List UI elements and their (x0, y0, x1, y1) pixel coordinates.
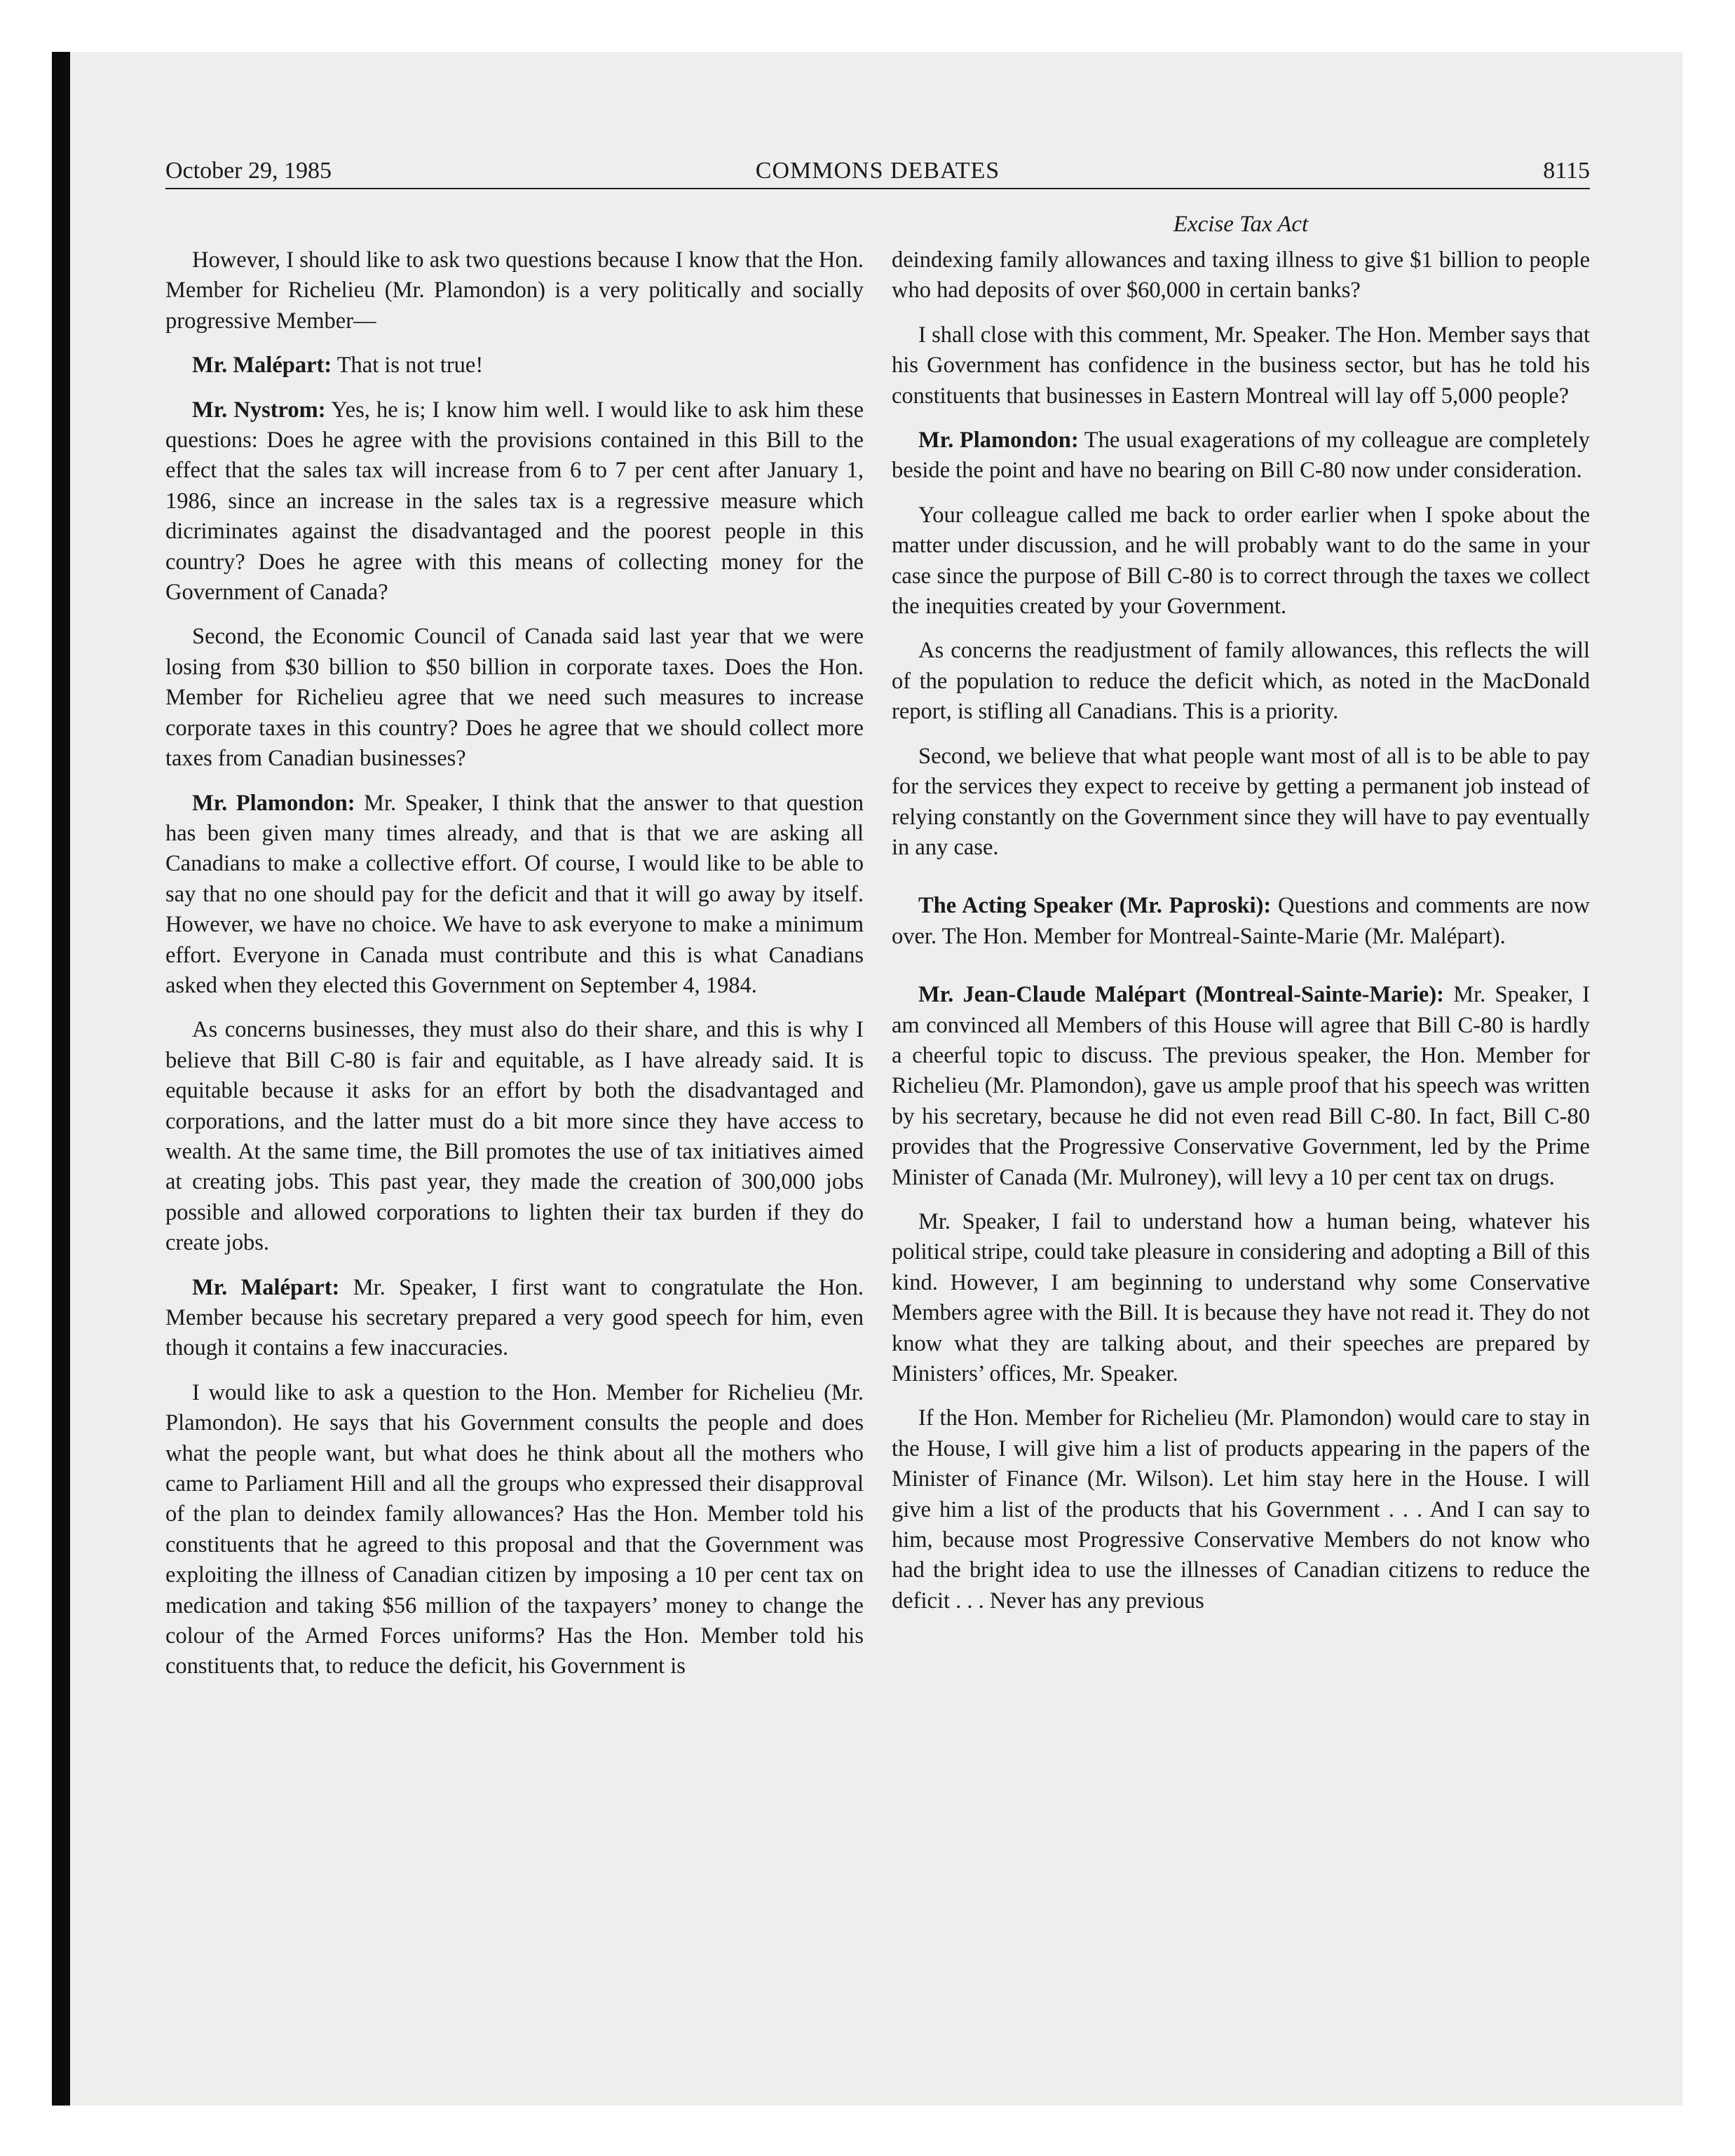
paragraph (892, 636, 1590, 727)
paragraph (892, 245, 1590, 306)
paragraph-text: I would like to ask a question to the Hon. Member for Richelieu (Mr. Plamondon). He says that his Government consults the people and does what the people want, but what does he think about all the mothers who came to Parliament Hill and all the groups who expressed their disapproval of the plan to deindex family allowances? Has the Hon. Member told his constituents that he agreed to this proposal and that the Government was exploiting the illness of Canadian citizen by imposing a 10 per cent tax on medication and taking $56 million of the taxpayers’ money to change the colour of the Armed Forces uniforms? Has the Hon. Member told his constituents that, to reduce the deficit, his Government is (165, 1379, 864, 1679)
paragraph-text: Mr. Speaker, I first want to congratulate the Hon. Member because his secretary prepared a very good speech for him, even though it contains a few inaccuracies. (165, 1274, 864, 1361)
paragraph (892, 500, 1590, 622)
paragraph (892, 891, 1590, 952)
paragraph-text: deindexing family allowances and taxing illness to give $1 billion to people who had deposits of over $60,000 in certain banks? (892, 247, 1590, 303)
speaker-name: Mr. Malépart: (192, 1274, 340, 1300)
header-date: October 29, 1985 (165, 158, 332, 184)
speaker-name: Mr. Malépart: (192, 353, 332, 378)
left-column (165, 245, 864, 1696)
header-title: COMMONS DEBATES (755, 158, 1000, 184)
paragraph (165, 789, 864, 1002)
speaker-name: Mr. Plamondon: (192, 790, 355, 816)
paragraph-text: As concerns the readjustment of family allowances, this reflects the will of the population to reduce the deficit which, as noted in the MacDonald report, is stifling all Canadians. This is a priority. (892, 638, 1590, 725)
paragraph (165, 395, 864, 608)
paragraph-text: Yes, he is; I know him well. I would like to ask him these questions: Does he agree with the provisions contained in this Bill to the effect that the sales tax will increase from 6 to 7 per cent after January 1, 1986, since an increase in the sales tax is a regressive measure which dicriminates against the disadvantaged and the poorest people in this country? Does he agree with this means of collecting money for the Government of Canada? (165, 397, 864, 606)
header-page-number: 8115 (1543, 158, 1590, 184)
paragraph (892, 742, 1590, 864)
paragraph (165, 1378, 864, 1682)
header-rule (165, 188, 1590, 189)
paragraph (165, 245, 864, 336)
speaker-name: Mr. Nystrom: (192, 397, 326, 423)
paragraph-text: I shall close with this comment, Mr. Speaker. The Hon. Member says that his Government has confidence in the business sector, but has he told his constituents that businesses in Eastern Montreal will lay off 5,000 people? (892, 322, 1590, 409)
paragraph (165, 622, 864, 774)
paragraph-text: Second, the Economic Council of Canada said last year that we were losing from $30 billion to $50 billion in corporate taxes. Does the Hon. Member for Richelieu agree that we need such measures to increase corporate taxes in this country? Does he agree that we should collect more taxes from Canadian businesses? (165, 624, 864, 772)
paragraph-text: If the Hon. Member for Richelieu (Mr. Plamondon) would care to stay in the House, I will give him a list of products appearing in the papers of the Minister of Finance (Mr. Wilson). Let him stay here in the House. I will give him a list of the products that his Government . . . And I can say to him, because most Progressive Conservative Members do not know who had the bright idea to use the illnesses of Canadian citizens to reduce the deficit . . . Never has any previous (892, 1405, 1590, 1613)
paragraph-text: Questions and comments are now over. The Hon. Member for Montreal-Sainte-Marie (Mr. Malépart). (892, 893, 1590, 949)
paragraph (165, 1273, 864, 1364)
paragraph-text: Your colleague called me back to order earlier when I spoke about the matter under discussion, and he will probably want to do the same in your case since the purpose of Bill C-80 is to correct through the taxes we collect the inequities created by your Government. (892, 502, 1590, 620)
paragraph (892, 320, 1590, 411)
paragraph (892, 1207, 1590, 1389)
speaker-name: The Acting Speaker (Mr. Paproski): (918, 893, 1272, 919)
paragraph-text: As concerns businesses, they must also do their share, and this is why I believe that Bill C-80 is fair and equitable, as I have already said. It is equitable because it asks for an effort by both the disadvantaged and corporations, and the latter must do a bit more since they have access to wealth. At the same time, the Bill promotes the use of tax initiatives aimed at creating jobs. This past year, they made the creation of 300,000 jobs possible and allowed corporations to lighten their tax burden if they do create jobs. (165, 1017, 864, 1256)
paragraph-text: Mr. Speaker, I fail to understand how a human being, whatever his political stripe, could take pleasure in considering and adopting a Bill of this kind. However, I am beginning to understand why some Conservative Members agree with the Bill. It is because they have not read it. They do not know what they are talking about, and their speeches are prepared by Ministers’ offices, Mr. Speaker. (892, 1208, 1590, 1386)
paragraph-text: That is not true! (332, 353, 484, 378)
paragraph (892, 425, 1590, 486)
paragraph (165, 350, 864, 381)
speaker-name: Mr. Plamondon: (918, 428, 1079, 453)
paragraph-text: The usual exagerations of my colleague are completely beside the point and have no bearing on Bill C-80 now under consideration. (892, 428, 1590, 484)
running-title: Excise Tax Act (1173, 212, 1309, 237)
speaker-name: Mr. Jean-Claude Malépart (Montreal-Sainte-Marie): (918, 982, 1444, 1008)
right-column (892, 245, 1590, 1630)
paragraph-text: Mr. Speaker, I am convinced all Members of this House will agree that Bill C-80 is hardly a cheerful topic to discuss. The previous speaker, the Hon. Member for Richelieu (Mr. Plamondon), gave us ample proof that his speech was written by his secretary, because he did not even read Bill C-80. In fact, Bill C-80 provides that the Progressive Conservative Government, led by the Prime Minister of Canada (Mr. Mulroney), will levy a 10 per cent tax on drugs. (892, 982, 1590, 1190)
paragraph-text: However, I should like to ask two questions because I know that the Hon. Member for Richelieu (Mr. Plamondon) is a very politically and socially progressive Member— (165, 247, 864, 334)
paragraph-text: Second, we believe that what people want most of all is to be able to pay for the services they expect to receive by getting a permanent job instead of relying constantly on the Government since they will have to pay eventually in any case. (892, 743, 1590, 860)
scan-edge-bar (52, 52, 70, 2106)
paragraph (165, 1015, 864, 1258)
page-header (165, 153, 1590, 189)
paragraph (892, 1403, 1590, 1616)
paragraph (892, 980, 1590, 1193)
paragraph-text: Mr. Speaker, I think that the answer to that question has been given many times already, and that is that we are asking all Canadians to make a collective effort. Of course, I would like to be able to say that no one should pay for the deficit and that it will go away by itself. However, we have no choice. We have to ask everyone to make a minimum effort. Everyone in Canada must contribute and this is what Canadians asked when they elected this Government on September 4, 1984. (165, 790, 864, 998)
